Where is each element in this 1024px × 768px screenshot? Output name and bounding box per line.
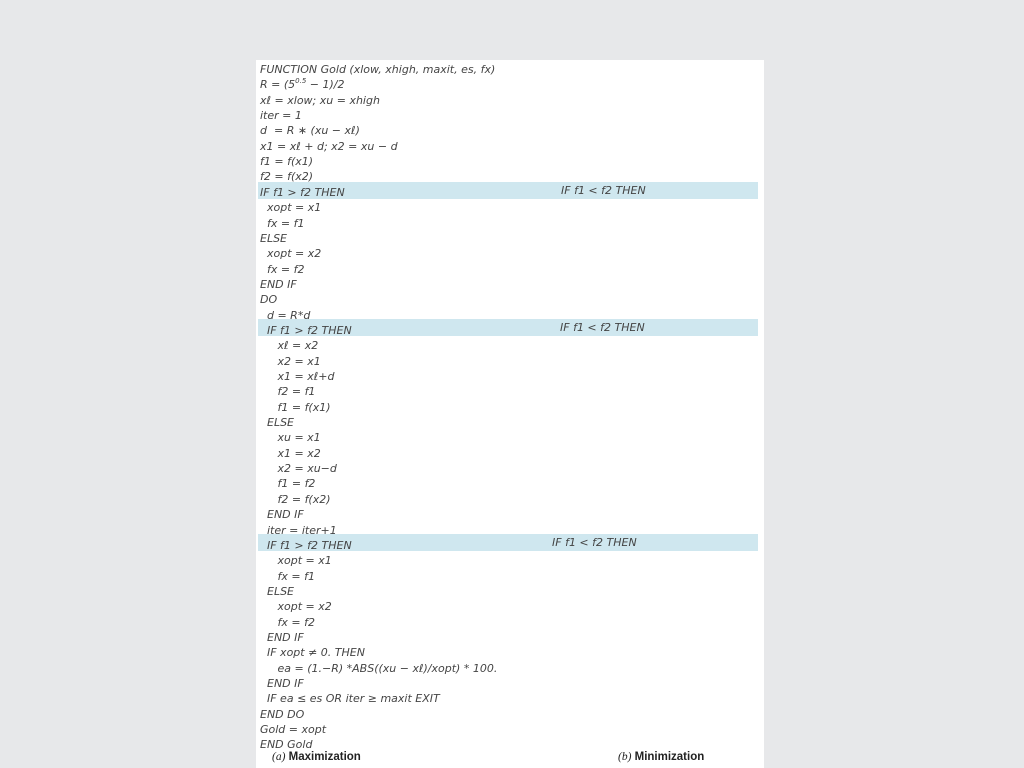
- code-line: END DO: [260, 707, 305, 721]
- code-line: END IF: [260, 277, 297, 291]
- code-line: fx = f1: [260, 216, 305, 230]
- code-line: xopt = x2: [260, 247, 322, 261]
- code-line: ELSE: [260, 231, 288, 245]
- code-line: f1 = f2: [260, 477, 316, 491]
- code-line: IF f1 > f2 THEN: [260, 185, 345, 199]
- code-line: d = R ∗ (xu − xℓ): [260, 124, 360, 138]
- code-line: IF f1 > f2 THEN: [260, 323, 352, 337]
- code-line: END Gold: [260, 738, 313, 752]
- code-line: fx = f1: [260, 569, 315, 583]
- code-line: xopt = x1: [260, 554, 332, 568]
- code-line: x1 = x2: [260, 446, 321, 460]
- minimization-condition: IF f1 < f2 THEN: [561, 184, 646, 197]
- caption-minimization: [618, 751, 704, 763]
- code-line: END IF: [260, 508, 304, 522]
- caption-tag: (b): [618, 751, 632, 763]
- code-line: ELSE: [260, 416, 295, 430]
- code-figure: [256, 60, 764, 768]
- code-line: iter = 1: [260, 109, 302, 123]
- code-line: f2 = f1: [260, 385, 316, 399]
- caption-maximization: [272, 751, 361, 763]
- code-line: x1 = xℓ + d; x2 = xu − d: [260, 139, 398, 153]
- code-line: x1 = xℓ+d: [260, 370, 335, 383]
- code-line: f2 = f(x2): [260, 492, 331, 506]
- code-line: xu = x1: [260, 431, 321, 445]
- code-line: xopt = x1: [260, 201, 322, 215]
- code-line: xℓ = xlow; xu = xhigh: [260, 93, 380, 107]
- caption-tag: (a): [272, 751, 286, 763]
- code-line: f1 = f(x1): [260, 400, 331, 414]
- code-line: IF xopt ≠ 0. THEN: [260, 646, 365, 660]
- code-line: f2 = f(x2): [260, 170, 314, 184]
- code-line: xℓ = x2: [260, 339, 319, 353]
- code-line: Gold = xopt: [260, 723, 327, 737]
- code-line: x2 = x1: [260, 354, 321, 368]
- code-line: iter = iter+1: [260, 523, 337, 537]
- code-line: $R = (5^{0.5} - 1)/2$: [260, 77, 345, 92]
- code-line: FUNCTION Gold (xlow, xhigh, maxit, es, fx): [260, 63, 496, 76]
- minimization-condition: IF f1 < f2 THEN: [552, 536, 637, 549]
- code-line: ELSE: [260, 584, 295, 598]
- code-line: IF ea ≤ es OR iter ≥ maxit EXIT: [260, 692, 440, 706]
- minimization-condition: IF f1 < f2 THEN: [560, 321, 645, 334]
- caption-label: Minimization: [634, 751, 705, 763]
- code-line: xopt = x2: [260, 600, 332, 614]
- caption-label: Maximization: [288, 751, 361, 763]
- code-line: DO: [260, 293, 278, 307]
- code-line: fx = f2: [260, 262, 305, 276]
- code-line: f1 = f(x1): [260, 155, 314, 169]
- code-line: IF f1 > f2 THEN: [260, 538, 352, 552]
- code-line: ea = (1.−R) *ABS((xu − xℓ)/xopt) * 100.: [260, 661, 498, 675]
- code-line: fx = f2: [260, 615, 315, 629]
- code-line: END IF: [260, 630, 304, 644]
- code-line: d = R*d: [260, 308, 311, 322]
- code-line: x2 = xu−d: [260, 462, 337, 476]
- code-line: END IF: [260, 677, 304, 690]
